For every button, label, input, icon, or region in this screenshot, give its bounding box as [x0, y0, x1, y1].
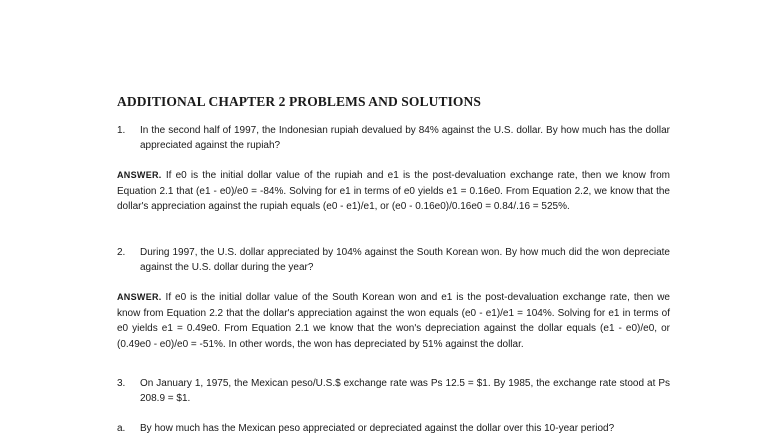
question-text: In the second half of 1997, the Indonesian rupiah devalued by 84% against the U.S. dollar. By how much has the dollar appreciated against the rupiah?	[140, 125, 670, 151]
question-number: 3.	[117, 378, 126, 389]
question-1	[117, 123, 670, 153]
question-number: 1.	[117, 125, 126, 136]
answer-2	[117, 290, 670, 352]
question-2	[117, 245, 670, 275]
subquestion-text: By how much has the Mexican peso appreciated or depreciated against the dollar over this 10-year period?	[140, 423, 615, 434]
answer-text: If e0 is the initial dollar value of the South Korean won and e1 is the post-devaluation exchange rate, then we know from Equation 2.2 that the dollar's appreciation against the won equals (e0 - e1)/e1 = 104%. Solving for e1 in terms of e0 yields e1 = 0.49e0. From Equation 2.1 we know that the won's depreciation against the dollar equals (e1 - e0)/e0, or (0.49e0 - e0)/e0 = -51%. In other words, the won has depreciated by 51% against the dollar.	[117, 292, 670, 350]
question-number: 2.	[117, 247, 126, 258]
question-3	[117, 376, 670, 406]
answer-text: If e0 is the initial dollar value of the rupiah and e1 is the post-devaluation exchange rate, then we know from Equation 2.1 that (e1 - e0)/e0 = -84%. Solving for e1 in terms of e0 yields e1 = 0.16e0. From Equation 2.2, we know that the dollar's appreciation against the rupiah equals (e0 - e1)/e1, or (e0 - 0.16e0)/0.16e0 = 0.84/.16 = 525%.	[117, 170, 670, 212]
subquestion-a	[117, 421, 670, 436]
answer-label: ANSWER.	[117, 292, 162, 302]
answer-label: ANSWER.	[117, 170, 162, 180]
question-text: On January 1, 1975, the Mexican peso/U.S.$ exchange rate was Ps 12.5 = $1. By 1985, the exchange rate stood at Ps 208.9 = $1.	[140, 378, 670, 404]
answer-1	[117, 168, 670, 215]
page-title: ADDITIONAL CHAPTER 2 PROBLEMS AND SOLUTIONS	[117, 94, 481, 109]
subquestion-label: a.	[117, 423, 126, 434]
question-text: During 1997, the U.S. dollar appreciated by 104% against the South Korean won. By how much did the won depreciate against the U.S. dollar during the year?	[140, 247, 670, 273]
